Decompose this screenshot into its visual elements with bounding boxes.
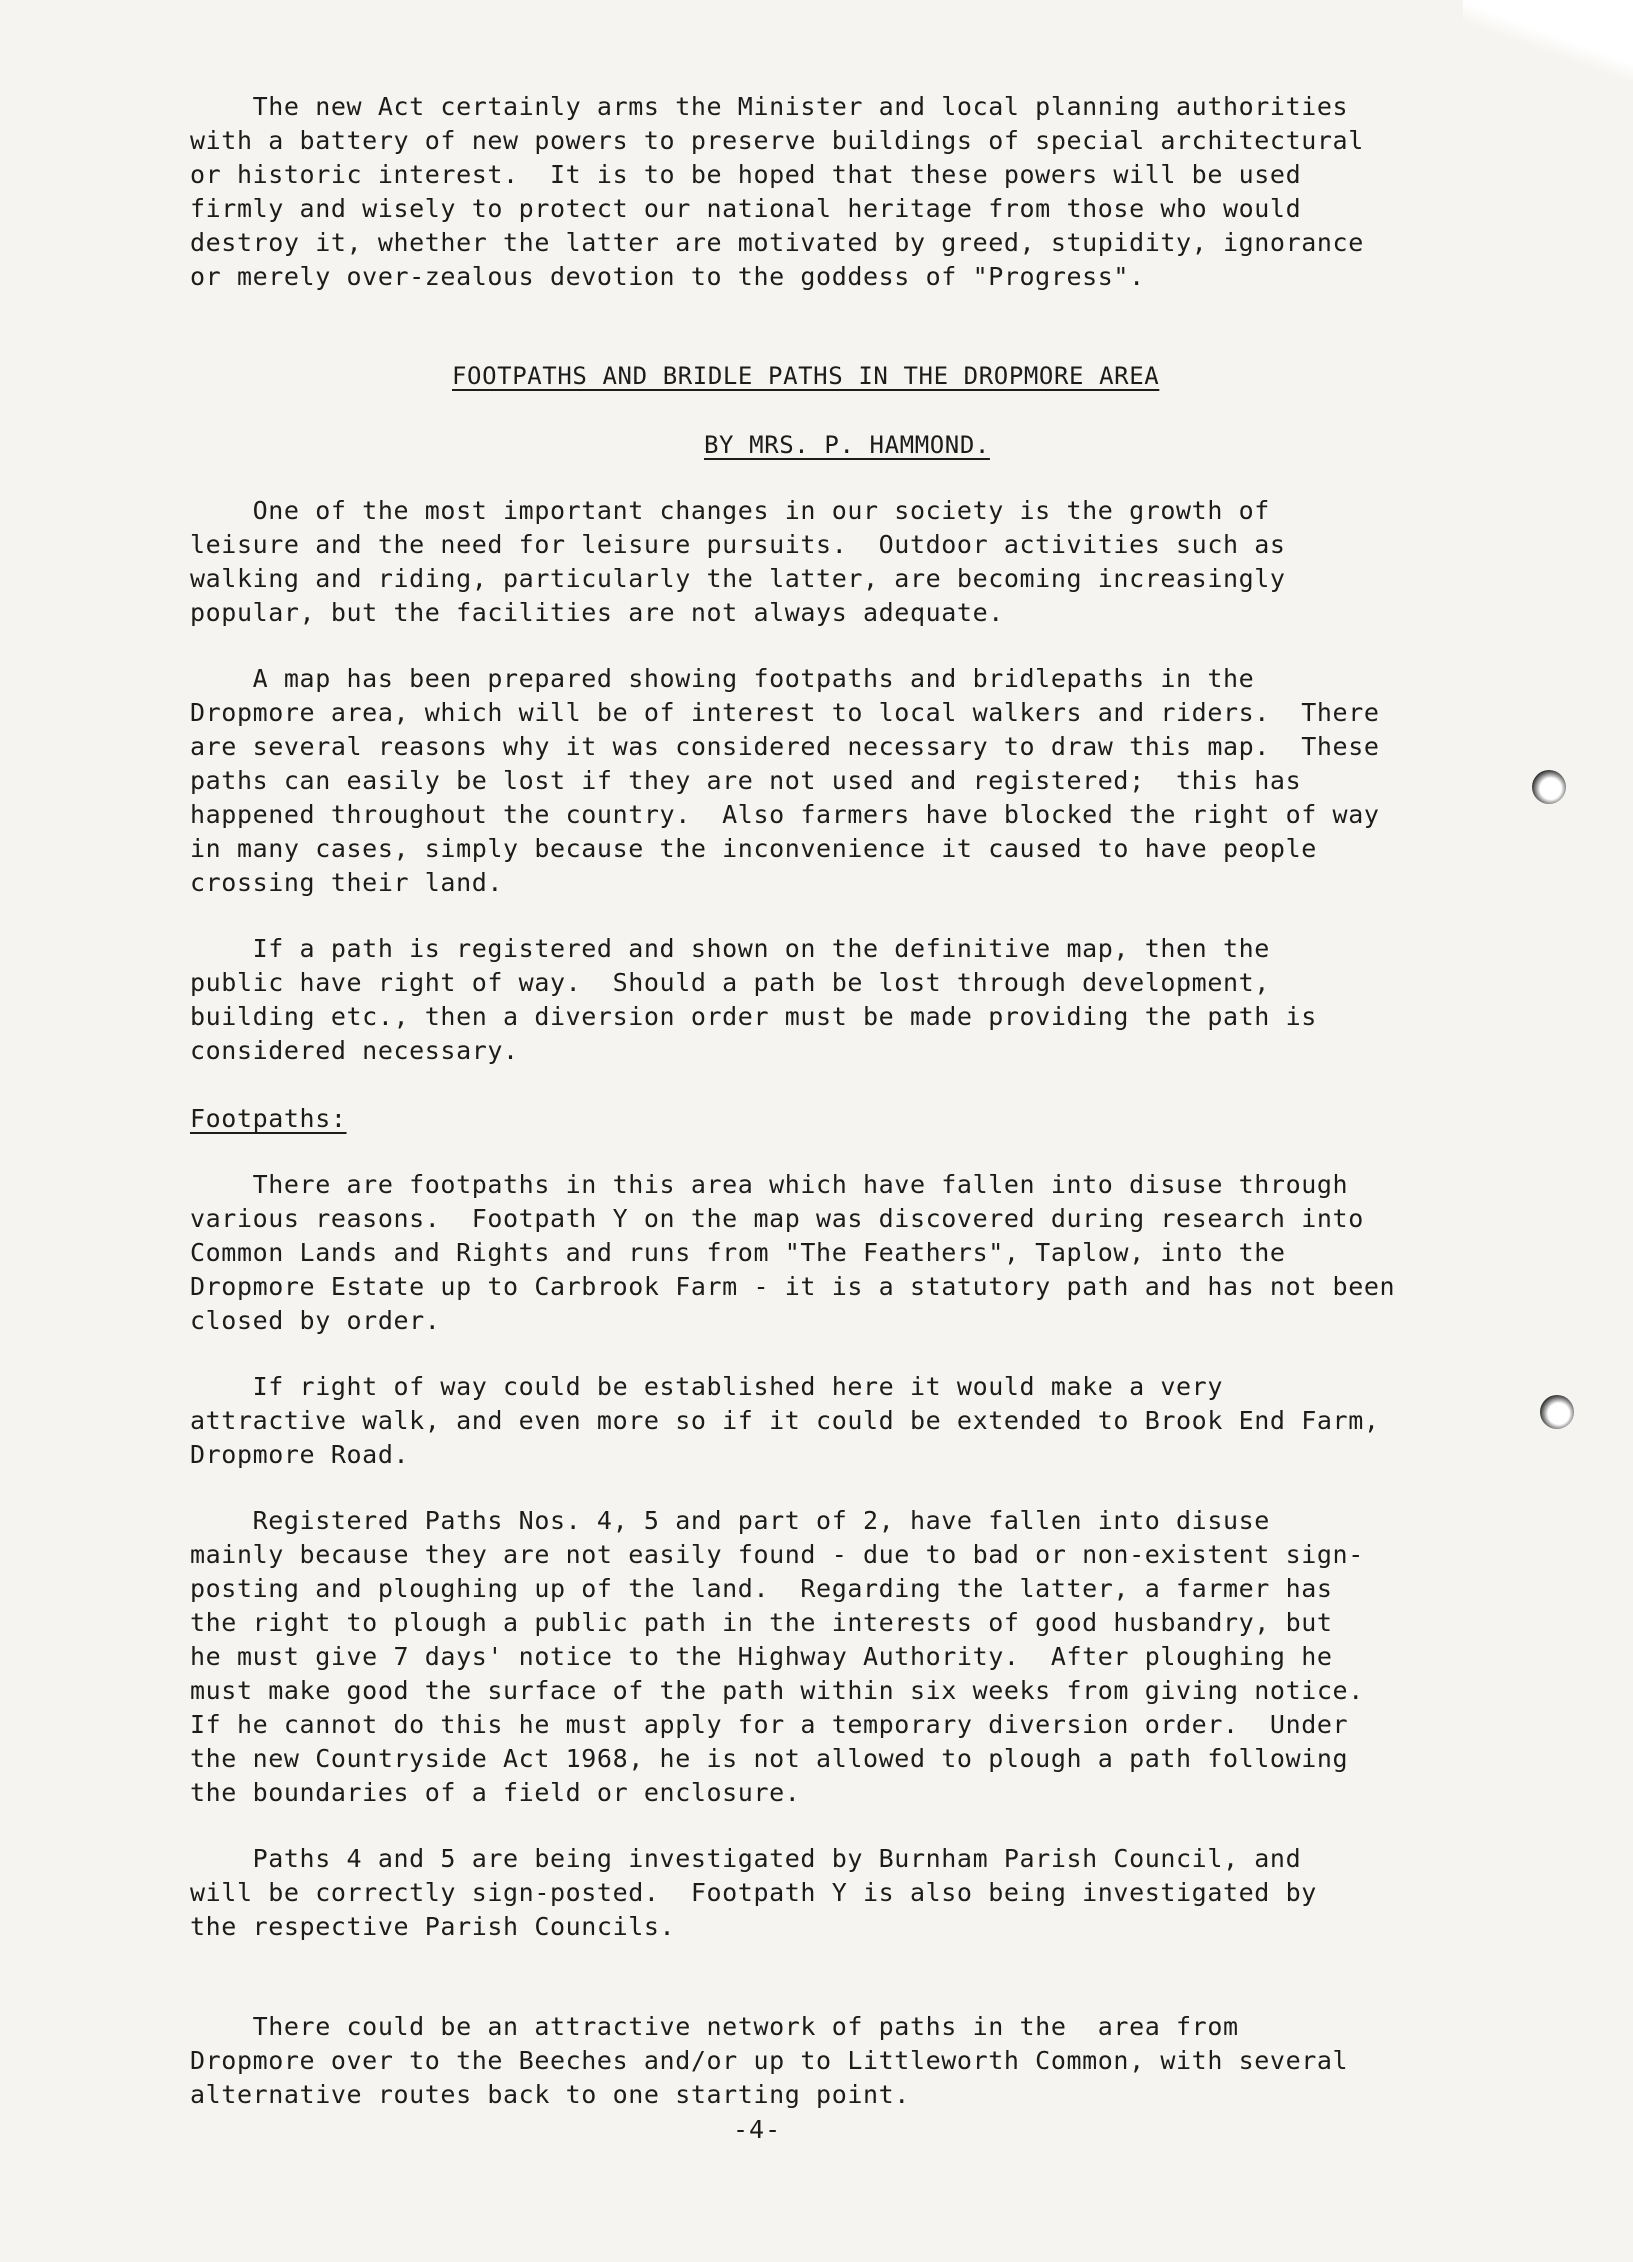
text-line: If he cannot do this he must apply for a temporary diversion order. Under [190,1710,1349,1739]
text-line: considered necessary. [190,1036,519,1065]
punch-hole-upper [1532,770,1566,804]
page-number: -4- [733,2115,782,2144]
text-line: various reasons. Footpath Y on the map was discovered during research into [190,1204,1364,1233]
text-line: Dropmore Road. [190,1440,410,1469]
text-line: The new Act certainly arms the Minister and local planning authorities [190,92,1349,121]
text-line: building etc., then a diversion order must be made providing the path is [190,1002,1317,1031]
article-title: FOOTPATHS AND BRIDLE PATHS IN THE DROPMORE AREA [452,362,1160,390]
folded-corner [1463,0,1633,80]
text-line: with a battery of new powers to preserve buildings of special architectural [190,126,1364,155]
text-line: happened throughout the country. Also farmers have blocked the right of way [190,800,1380,829]
text-line: firmly and wisely to protect our national heritage from those who would [190,194,1302,223]
text-line: popular, but the facilities are not always adequate. [190,598,1004,627]
text-line: are several reasons why it was considered necessary to draw this map. These [190,732,1380,761]
text-line: attractive walk, and even more so if it could be extended to Brook End Farm, [190,1406,1380,1435]
text-line: A map has been prepared showing footpaths and bridlepaths in the [190,664,1255,693]
text-line: will be correctly sign-posted. Footpath Y is also being investigated by [190,1878,1317,1907]
text-line: the boundaries of a field or enclosure. [190,1778,801,1807]
text-line: the right to plough a public path in the interests of good husbandry, but [190,1608,1333,1637]
text-line: One of the most important changes in our society is the growth of [190,496,1270,525]
text-line: There are footpaths in this area which have fallen into disuse through [190,1170,1349,1199]
text-line: Registered Paths Nos. 4, 5 and part of 2, have fallen into disuse [190,1506,1270,1535]
text-line: Dropmore area, which will be of interest to local walkers and riders. There [190,698,1380,727]
text-line: destroy it, whether the latter are motivated by greed, stupidity, ignorance [190,228,1364,257]
text-line: must make good the surface of the path within six weeks from giving notice. [190,1676,1364,1705]
text-line: If a path is registered and shown on the definitive map, then the [190,934,1270,963]
text-line: alternative routes back to one starting point. [190,2080,910,2109]
text-line: crossing their land. [190,868,504,897]
text-line: closed by order. [190,1306,441,1335]
text-line: walking and riding, particularly the latter, are becoming increasingly [190,564,1286,593]
text-line: Common Lands and Rights and runs from "The Feathers", Taplow, into the [190,1238,1286,1267]
punch-hole-lower [1540,1395,1574,1429]
article-byline: BY MRS. P. HAMMOND. [704,431,990,459]
text-line: posting and ploughing up of the land. Regarding the latter, a farmer has [190,1574,1333,1603]
text-line: If right of way could be established here it would make a very [190,1372,1223,1401]
text-line: Paths 4 and 5 are being investigated by Burnham Parish Council, and [190,1844,1302,1873]
text-line: the respective Parish Councils. [190,1912,676,1941]
text-line: There could be an attractive network of paths in the area from [190,2012,1239,2041]
text-line: the new Countryside Act 1968, he is not allowed to plough a path following [190,1744,1349,1773]
text-line: mainly because they are not easily found - due to bad or non-existent sign- [190,1540,1364,1569]
text-line: Dropmore Estate up to Carbrook Farm - it is a statutory path and has not been [190,1272,1396,1301]
text-line: he must give 7 days' notice to the Highway Authority. After ploughing he [190,1642,1333,1671]
footpaths-subheading: Footpaths: [190,1104,347,1133]
text-line: public have right of way. Should a path be lost through development, [190,968,1270,997]
text-line: leisure and the need for leisure pursuits. Outdoor activities such as [190,530,1286,559]
text-line: or merely over-zealous devotion to the goddess of "Progress". [190,262,1145,291]
text-line: or historic interest. It is to be hoped that these powers will be used [190,160,1302,189]
text-line: Dropmore over to the Beeches and/or up to Littleworth Common, with several [190,2046,1349,2075]
text-line: paths can easily be lost if they are not used and registered; this has [190,766,1302,795]
text-line: in many cases, simply because the inconvenience it caused to have people [190,834,1317,863]
